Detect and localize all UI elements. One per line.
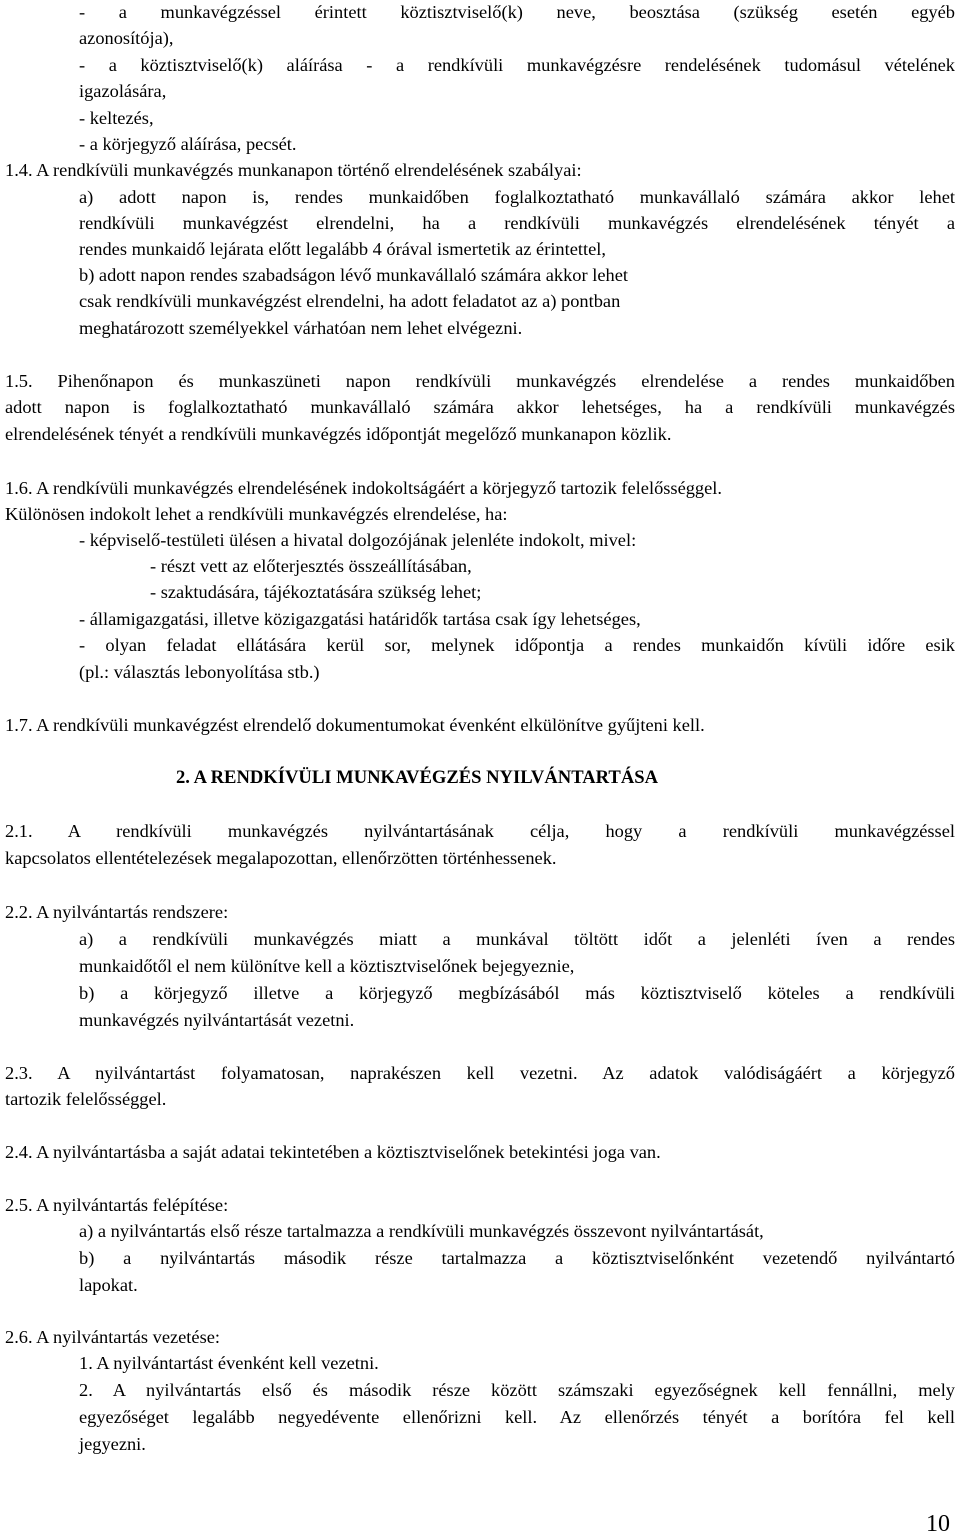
text-line: adott napon is foglalkoztatható munkavállaló számára akkor lehetséges, ha a rendkívüli munkavégzés: [5, 397, 955, 417]
text-line: rendkívüli munkavégzést elrendelni, ha a rendkívüli munkavégzés elrendelésének tényét a: [79, 213, 955, 233]
section-2-4: 2.4. A nyilvántartásba a saját adatai tekintetében a köztisztviselőnek betekintési joga van.: [5, 1142, 661, 1162]
text-line: - a körjegyző aláírása, pecsét.: [79, 134, 297, 154]
text-line: tartozik felelősséggel.: [5, 1089, 167, 1109]
text-line: b) a nyilvántartás második része tartalmazza a köztisztviselőnként vezetendő nyilvántartó: [79, 1248, 955, 1268]
text-line: Különösen indokolt lehet a rendkívüli munkavégzés elrendelése, ha:: [5, 504, 508, 524]
text-line: lapokat.: [79, 1275, 138, 1295]
text-line: b) a körjegyző illetve a körjegyző megbízásából más köztisztviselő köteles a rendkívüli: [79, 983, 955, 1003]
section-2-3: 2.3. A nyilvántartást folyamatosan, naprakészen kell vezetni. Az adatok valódiságáért a körjegyző: [5, 1063, 955, 1083]
text-line: - keltezés,: [79, 108, 154, 128]
text-line: - részt vett az előterjesztés összeállításában,: [150, 556, 472, 576]
text-line: - a köztisztviselő(k) aláírása - a rendkívüli munkavégzésre rendelésének tudomásul vételének: [79, 55, 955, 75]
text-line: (pl.: választás lebonyolítása stb.): [79, 662, 320, 682]
text-line: igazolására,: [79, 81, 167, 101]
text-line: a) a rendkívüli munkavégzés miatt a munkával töltött időt a jelenléti íven a rendes: [79, 929, 955, 949]
text-line: - szaktudására, tájékoztatására szükség lehet;: [150, 582, 482, 602]
text-line: 2. A nyilvántartás első és második része között számszaki egyezőségnek kell fennállni, mely: [79, 1380, 955, 1400]
section-2-1: 2.1. A rendkívüli munkavégzés nyilvántartásának célja, hogy a rendkívüli munkavégzéssel: [5, 821, 955, 841]
text-line: egyezőséget legalább negyedévente ellenőrizni kell. Az ellenőrzés tényét a borítóra fel kell: [79, 1407, 955, 1427]
text-line: - államigazgatási, illetve közigazgatási határidők tartása csak így lehetséges,: [79, 609, 641, 629]
text-line: elrendelésének tényét a rendkívüli munkavégzés időpontját megelőző munkanapon közlik.: [5, 424, 672, 444]
section-1-6: 1.6. A rendkívüli munkavégzés elrendelésének indokoltságáért a körjegyző tartozik felelősséggel.: [5, 478, 723, 498]
text-line: 1. A nyilvántartást évenként kell vezetni.: [79, 1353, 379, 1373]
text-line: - a munkavégzéssel érintett köztisztviselő(k) neve, beosztása (szükség esetén egyéb: [79, 2, 955, 22]
text-line: munkavégzés nyilvántartását vezetni.: [79, 1010, 355, 1030]
text-line: a) a nyilvántartás első része tartalmazza a rendkívüli munkavégzés összevont nyilvántartását,: [79, 1221, 764, 1241]
text-line: a) adott napon is, rendes munkaidőben foglalkoztatható munkavállaló számára akkor lehet: [79, 187, 955, 207]
text-line: - olyan feladat ellátására kerül sor, melynek időpontja a rendes munkaidőn kívüli időre esik: [79, 635, 955, 655]
section-1-4-heading: 1.4. A rendkívüli munkavégzés munkanapon történő elrendelésének szabályai:: [5, 160, 582, 180]
text-line: rendes munkaidő lejárata előtt legalább 4 órával ismertetik az érintettel,: [79, 239, 606, 259]
page-number: 10: [926, 1511, 950, 1537]
section-1-7: 1.7. A rendkívüli munkavégzést elrendelő dokumentumokat évenként elkülönítve gyűjteni kell.: [5, 715, 705, 735]
section-2-6-heading: 2.6. A nyilvántartás vezetése:: [5, 1327, 221, 1347]
text-line: csak rendkívüli munkavégzést elrendelni, ha adott feladatot az a) pontban: [79, 291, 621, 311]
section-2-title: 2. A RENDKÍVÜLI MUNKAVÉGZÉS NYILVÁNTARTÁSA: [176, 767, 659, 788]
text-line: jegyezni.: [79, 1434, 146, 1454]
text-line: b) adott napon rendes szabadságon lévő munkavállaló számára akkor lehet: [79, 265, 628, 285]
section-2-5-heading: 2.5. A nyilvántartás felépítése:: [5, 1195, 229, 1215]
text-line: azonosítója),: [79, 28, 174, 48]
text-line: - képviselő-testületi ülésen a hivatal dolgozójának jelenléte indokolt, mivel:: [79, 530, 637, 550]
text-line: meghatározott személyekkel várhatóan nem lehet elvégezni.: [79, 318, 523, 338]
section-2-2-heading: 2.2. A nyilvántartás rendszere:: [5, 902, 229, 922]
text-line: kapcsolatos ellentételezések megalapozottan, ellenőrzötten történhessenek.: [5, 848, 557, 868]
section-1-5: 1.5. Pihenőnapon és munkaszüneti napon rendkívüli munkavégzés elrendelése a rendes munkaidőben: [5, 371, 955, 391]
text-line: munkaidőtől el nem különítve kell a köztisztviselőnek bejegyeznie,: [79, 956, 575, 976]
